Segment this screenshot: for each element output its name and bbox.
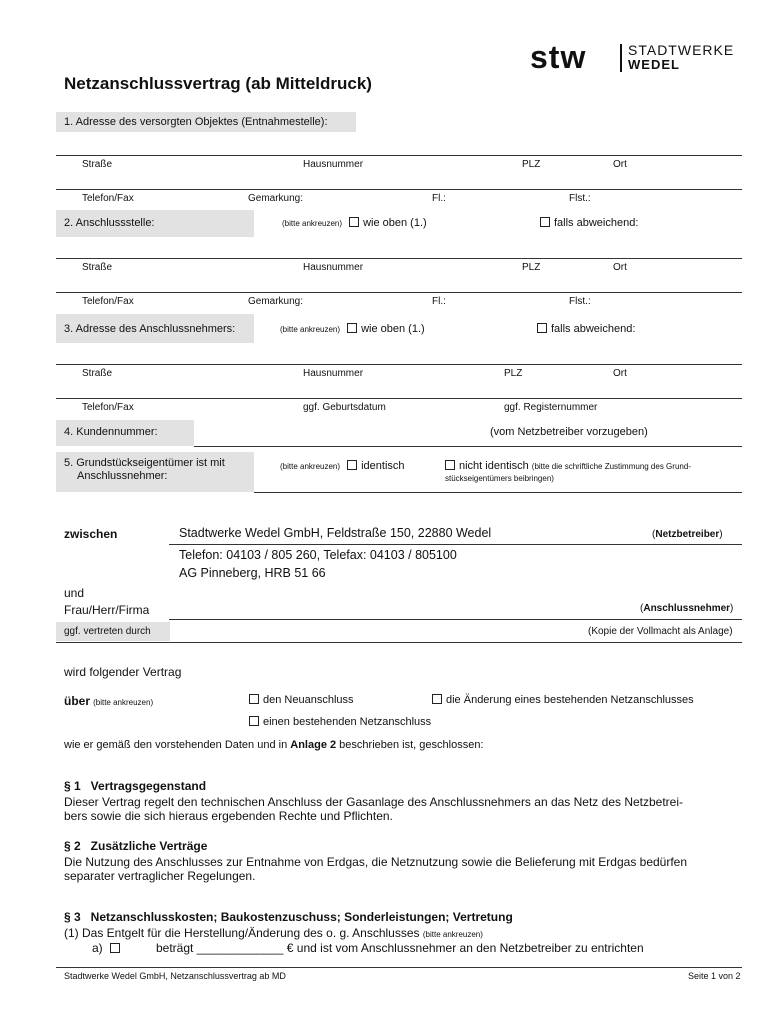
checkbox-wie-oben[interactable]	[347, 323, 357, 333]
rep-label: ggf. vertreten durch	[64, 626, 151, 637]
field-label: Flst.:	[569, 296, 591, 307]
zwischen-label: zwischen	[64, 527, 118, 541]
checkbox-identisch[interactable]	[347, 460, 357, 470]
und-label: und	[64, 586, 85, 600]
ueber-label: über	[64, 694, 91, 708]
field-label: Gemarkung:	[248, 193, 304, 204]
paragraph-3-item-1: (1) Das Entgelt für die Herstellung/Änderung des o. g. Anschlusses (bitte ankreuzen)	[64, 926, 483, 940]
hint: (bitte ankreuzen)	[282, 219, 343, 228]
paragraph-3-item-a: a)	[92, 941, 124, 955]
logo	[530, 40, 740, 76]
field-label: Hausnummer	[303, 262, 364, 273]
checkbox-wie-oben[interactable]	[349, 217, 359, 227]
section-3-heading: 3. Adresse des Anschlussnehmers:	[64, 323, 236, 335]
checkbox-item-a[interactable]	[110, 943, 120, 953]
paragraph-1-text: Dieser Vertrag regelt den technischen Anschluss der Gasanlage des Anschlussnehmers an das Netz des Netzbetrei- bers sowie die sich hieraus ergebenden Rechte und Pflichten.	[64, 795, 684, 823]
operator-address: Stadtwerke Wedel GmbH, Feldstraße 150, 22880 Wedel	[179, 526, 492, 540]
contract-closing: wie er gemäß den vorstehenden Daten und in Anlage 2 beschrieben ist, geschlossen:	[64, 739, 484, 751]
field-label: ggf. Registernummer	[504, 402, 598, 413]
field-label: Straße	[82, 368, 113, 379]
checkbox-falls-abweichend[interactable]	[537, 323, 547, 333]
operator-role: Netzbetreiber	[655, 529, 720, 540]
paragraph-3-heading: § 3 Netzanschlusskosten; Baukostenzuschuss; Sonderleistungen; Vertretung	[64, 910, 513, 924]
paragraph-3-item-a-text: beträgt _____________ € und ist vom Anschlussnehmer an den Netzbetreiber zu entrichten	[156, 941, 644, 955]
operator-register: AG Pinneberg, HRB 51 66	[179, 566, 326, 580]
hint: (bitte ankreuzen)	[280, 325, 341, 334]
field-label: ggf. Geburtsdatum	[303, 402, 386, 413]
field-label: Straße	[82, 262, 113, 273]
section-5-heading: 5. Grundstückseigentümer ist mit Anschlussnehmer:	[64, 457, 225, 482]
paragraph-2-heading: § 2 Zusätzliche Verträge	[64, 839, 208, 853]
checkbox-nicht-identisch[interactable]	[445, 460, 455, 470]
customer-label: Frau/Herr/Firma	[64, 603, 150, 617]
rep-note: (Kopie der Vollmacht als Anlage)	[588, 626, 733, 637]
field-label: Straße	[82, 159, 113, 170]
field-label: PLZ	[522, 159, 541, 170]
field-label: Telefon/Fax	[82, 402, 134, 413]
field-label: Fl.:	[432, 296, 446, 307]
footer-page-number: Seite 1 von 2	[688, 971, 741, 981]
field-label: Gemarkung:	[248, 296, 304, 307]
logo-mark: stw	[530, 39, 587, 75]
field-label: Ort	[613, 262, 627, 273]
field-label: Fl.:	[432, 193, 446, 204]
section-4-heading: 4. Kundennummer:	[64, 426, 158, 438]
field-label: PLZ	[522, 262, 541, 273]
checkbox-neuanschluss[interactable]	[249, 694, 259, 704]
paragraph-2-text: Die Nutzung des Anschlusses zur Entnahme von Erdgas, die Netznutzung sowie die Belieferung mit Erdgas bedürfen separater vertraglicher Regelungen.	[64, 855, 688, 883]
section-2-heading: 2. Anschlussstelle:	[64, 217, 155, 229]
footer-left: Stadtwerke Wedel GmbH, Netzanschlussvertrag ab MD	[64, 971, 286, 981]
field-label: Telefon/Fax	[82, 193, 134, 204]
checkbox-falls-abweichend[interactable]	[540, 217, 550, 227]
paragraph-1-heading: § 1 Vertragsgegenstand	[64, 779, 207, 793]
checkbox-bestehend[interactable]	[249, 716, 259, 726]
hint: (bitte ankreuzen)	[280, 462, 341, 471]
field-label: PLZ	[504, 368, 523, 379]
page-title: Netzanschlussvertrag (ab Mitteldruck)	[64, 74, 372, 93]
contract-intro: wird folgender Vertrag	[64, 665, 182, 679]
field-label: Hausnummer	[303, 368, 364, 379]
checkbox-aenderung[interactable]	[432, 694, 442, 704]
hint: (bitte ankreuzen)	[93, 698, 154, 707]
section-1-heading: 1. Adresse des versorgten Objektes (Entnahmestelle):	[64, 116, 328, 128]
operator-contact: Telefon: 04103 / 805 260, Telefax: 04103 / 805100	[179, 548, 457, 562]
field-label: Telefon/Fax	[82, 296, 134, 307]
customer-role: Anschlussnehmer	[643, 603, 731, 614]
field-label: Flst.:	[569, 193, 591, 204]
field-label: Ort	[613, 159, 627, 170]
field-label: Ort	[613, 368, 627, 379]
logo-line2: WEDEL	[628, 57, 680, 72]
field-label: Hausnummer	[303, 159, 364, 170]
logo-line1: STADTWERKE	[628, 42, 735, 58]
customer-number-note: (vom Netzbetreiber vorzugeben)	[490, 426, 648, 438]
